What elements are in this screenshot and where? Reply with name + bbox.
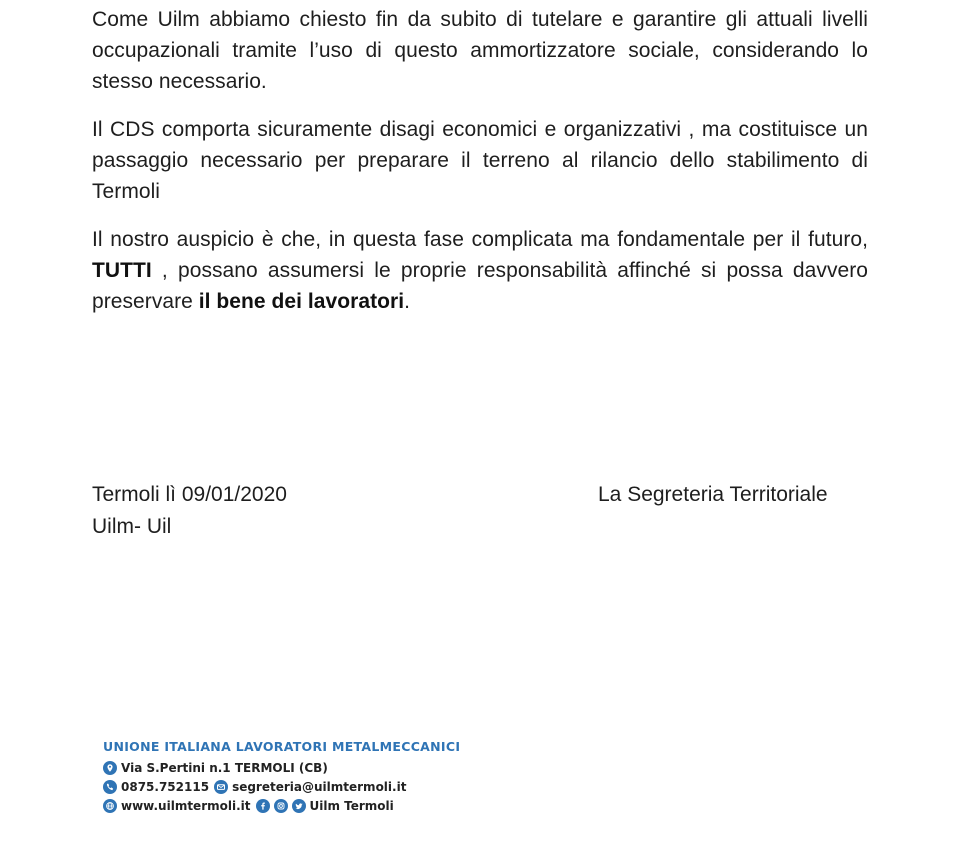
footer-social-handle[interactable]: Uilm Termoli [309, 798, 394, 813]
email-icon [214, 780, 228, 794]
phone-icon [103, 780, 117, 794]
letterhead-footer [103, 739, 460, 815]
paragraph-3-text-c: . [404, 290, 410, 313]
footer-contact-row [103, 777, 460, 796]
footer-org-name: UNIONE ITALIANA LAVORATORI METALMECCANICI [103, 739, 461, 754]
paragraph-3 [92, 224, 868, 317]
organization-name: Uilm- Uil [92, 515, 172, 538]
footer-phone[interactable]: 0875.752115 [121, 779, 210, 794]
location-pin-icon [103, 761, 117, 775]
signer: La Segreteria Territoriale [598, 483, 828, 506]
footer-web-row [103, 796, 460, 815]
globe-icon [103, 799, 117, 813]
emphasis-bene-lavoratori: il bene dei lavoratori [198, 290, 405, 313]
paragraph-3-text-a: Il nostro auspicio è che, in questa fase complicata ma fondamentale per il futuro, [92, 228, 868, 251]
twitter-icon[interactable] [292, 799, 306, 813]
letter-body [92, 4, 868, 334]
footer-address: Via S.Pertini n.1 TERMOLI (CB) [121, 760, 328, 775]
signature-left [92, 479, 287, 543]
instagram-icon[interactable] [274, 799, 288, 813]
footer-address-row [103, 758, 460, 777]
paragraph-2: Il CDS comporta sicuramente disagi economici e organizzativi , ma costituisce un passaggio necessario per preparare il terreno al rilancio dello stabilimento di Termoli [92, 118, 868, 203]
footer-website[interactable]: www.uilmtermoli.it [121, 798, 251, 813]
paragraph-3-text-b: , possano assumersi le proprie responsabilità affinché si possa davvero preservare [92, 259, 868, 313]
paragraph-1: Come Uilm abbiamo chiesto fin da subito di tutelare e garantire gli attuali livelli occupazionali tramite l’uso di questo ammortizzatore sociale, considerando lo stesso necessario. [92, 8, 868, 93]
facebook-icon[interactable] [256, 799, 270, 813]
footer-email[interactable]: segreteria@uilmtermoli.it [232, 779, 407, 794]
place-date: Termoli lì 09/01/2020 [92, 483, 287, 506]
emphasis-tutti: TUTTI [92, 259, 152, 282]
